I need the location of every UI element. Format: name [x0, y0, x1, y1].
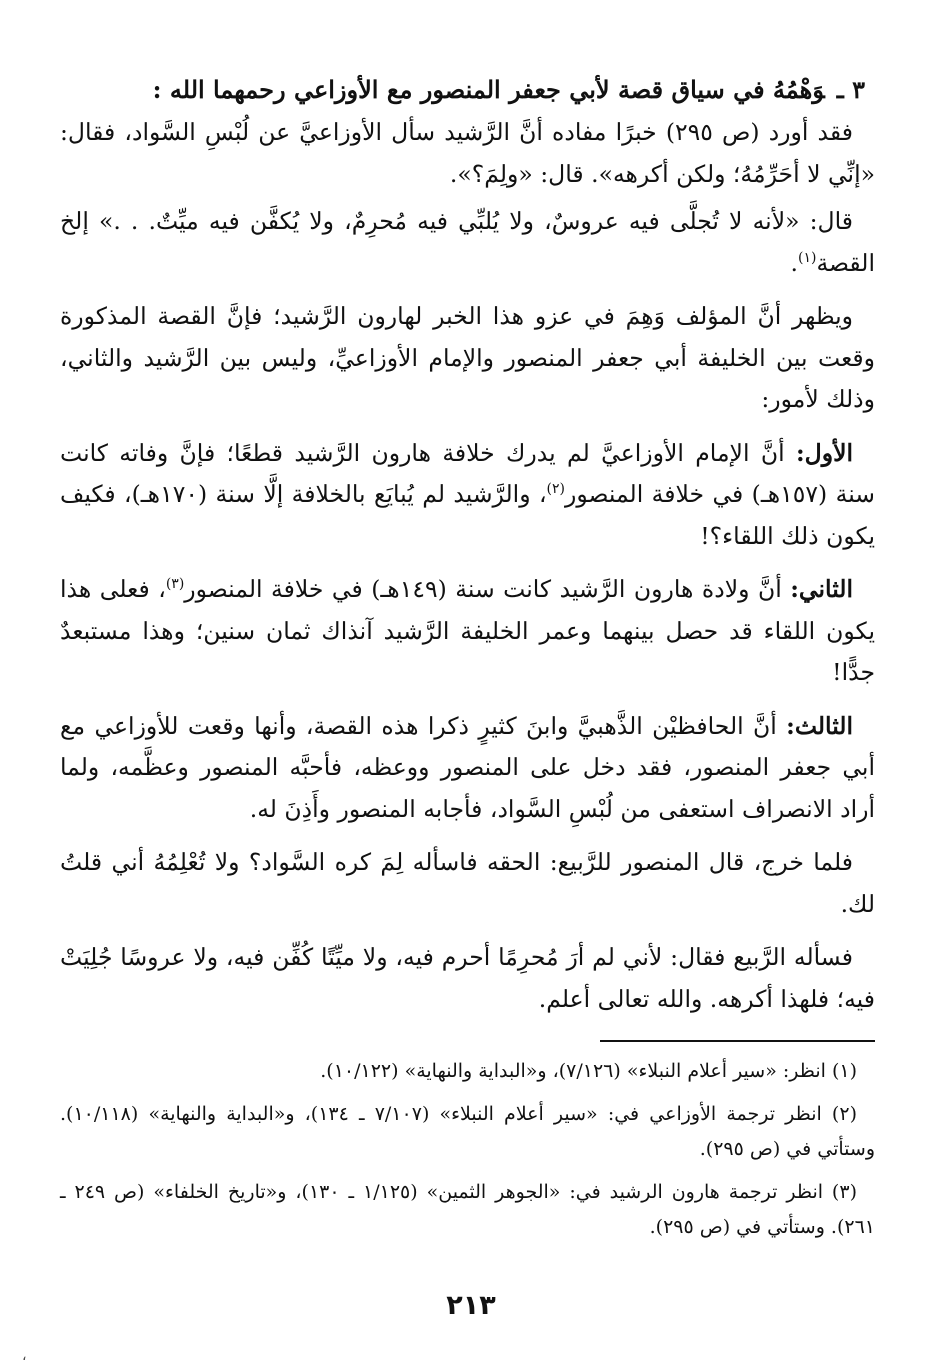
- paragraph-first-reason: [60, 433, 875, 558]
- footnote-marker: (٣): [165, 576, 185, 593]
- footnote-marker: (٢): [546, 481, 566, 498]
- paragraph-8: [60, 937, 875, 1020]
- paragraph-text-tail: ، والرَّشيد لم يُبايَع بالخلافة إلَّا سنة (١٧٠هـ)، فكيف يكون ذلك اللقاء؟!: [60, 480, 875, 550]
- reason-label: الأول:: [795, 438, 853, 467]
- paragraph-third-reason: [60, 706, 875, 831]
- footnote-3: (٣) انظر ترجمة هارون الرشيد في: «الجوهر الثمين» (١/١٢٥ ـ ١٣٠)، و«تاريخ الخلفاء» (ص ٢٤٩ ـ ٢٦١). وستأتي في (ص ٢٩٥).: [60, 1181, 875, 1238]
- scan-mark: ،: [22, 1348, 27, 1364]
- paragraph-text: أنَّ الحافظيْن الذَّهبيَّ وابنَ كثيرٍ ذكرا هذه القصة، وأنها وقعت للأوزاعي مع أبي جعفر المنصور، فقد دخل على المنصور ووعظه، فأحبَّه المنصور وعظَّمه، ولما أراد الانصراف استعفى من لُبْسِ السَّواد، فأجابه المنصور وأَذِنَ له.: [60, 711, 875, 823]
- paragraph-text: أنَّ الإمام الأوزاعيَّ لم يدرك خلافة هارون الرَّشيد قطعًا؛ فإنَّ وفاته كانت سنة (١٥٧هـ) في خلافة المنصور: [60, 438, 875, 508]
- paragraph-text: فسأله الرَّبيع فقال: لأني لم أرَ مُحرِمًا أحرم فيه، ولا ميِّتًا كُفِّن فيه، ولا عروسًا جُلِيَتْ فيه؛ فلهذا أكرهه. والله تعالى أعلم.: [60, 943, 875, 1013]
- reason-label: الثاني:: [790, 575, 853, 603]
- paragraph-text: قال: «لأنه لا تُجلَّى فيه عروسٌ، ولا يُلبِّي فيه مُحرِمٌ، ولا يُكفَّن فيه ميِّتٌ. . .» إلخ القصة: [60, 207, 875, 277]
- section-heading: [60, 68, 865, 112]
- footnote-2: (٢) انظر ترجمة الأوزاعي في: «سير أعلام النبلاء» (٧/١٠٧ ـ ١٣٤)، و«البداية والنهاية» (١٠/١١٨). وستأتي في (ص ٢٩٥).: [60, 1103, 875, 1160]
- footnotes: [60, 1054, 875, 1245]
- footnote-separator: [600, 1040, 875, 1042]
- paragraph-text: أنَّ ولادة هارون الرَّشيد كانت سنة (١٤٩هـ) في خلافة المنصور: [184, 575, 791, 603]
- paragraph-2: قال: «لأنه لا تُجلَّى فيه عروسٌ، ولا يُلبِّي فيه مُحرِمٌ، ولا يُكفَّن فيه ميِّتٌ. . .» إلخ القصة$^{(١)}$.: [60, 207, 875, 277]
- paragraph-text-tail: ، فعلى هذا يكون اللقاء قد حصل بينهما وعمر الخليفة الرَّشيد آنذاك ثمان سنين؛ وهذا مستبعدٌ جدًّا!: [60, 575, 875, 686]
- paragraph-3: [60, 296, 875, 421]
- paragraph-7: [60, 842, 875, 925]
- page-body: [60, 68, 875, 1253]
- footnote-1: (١) انظر: «سير أعلام النبلاء» (٧/١٢٦)، و«البداية والنهاية» (١٠/١٢٢).: [320, 1060, 857, 1082]
- paragraph-text: ويظهر أنَّ المؤلف وَهِمَ في عزو هذا الخبر لهارون الرَّشيد؛ فإنَّ القصة المذكورة وقعت بين الخليفة أبي جعفر المنصور والإمام الأوزاعيِّ، وليس بين الرَّشيد والثاني، وذلك لأمور:: [60, 302, 875, 413]
- page-number: ٢١٣: [446, 1290, 496, 1321]
- footnote-marker: (١): [797, 249, 817, 266]
- section-title: وَهْمُهُ في سياق قصة لأبي جعفر المنصور مع الأوزاعي رحمهما الله :: [152, 75, 825, 104]
- paragraph-1: [60, 112, 875, 195]
- paragraph-text: فقد أورد (ص ٢٩٥) خبرًا مفاده أنَّ الرَّشيد سأل الأوزاعيَّ عن لُبْسِ السَّواد، فقال: «إنِّي لا أحَرِّمُهُ؛ ولكن أكرهه». قال: «ولِمَ؟».: [60, 118, 875, 188]
- paragraph-second-reason: [60, 569, 875, 694]
- section-number: ٣ ـ: [836, 75, 865, 104]
- reason-label: الثالث:: [786, 711, 853, 740]
- paragraph-text: فلما خرج، قال المنصور للرَّبيع: الحقه فاسأله لِمَ كره السَّواد؟ ولا تُعْلِمُهُ أني قلتُ لك.: [60, 848, 875, 918]
